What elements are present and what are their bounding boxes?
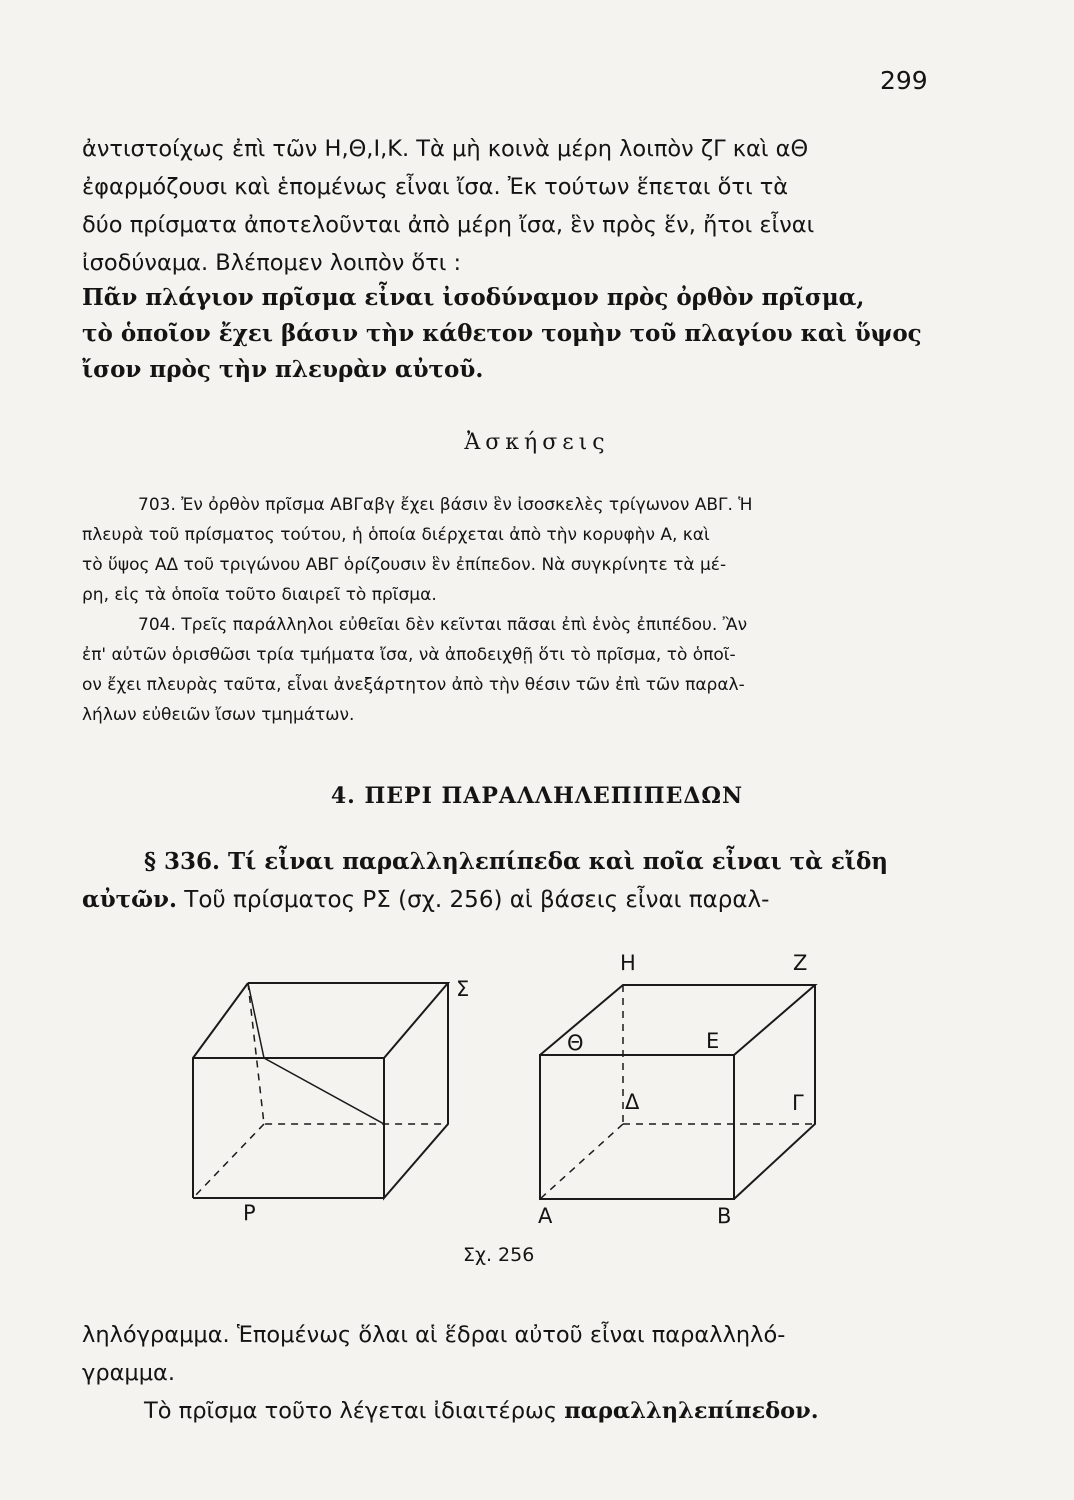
theorem-line: τὸ ὁποῖον ἔχει βάσιν τὴν κάθετον τομὴν τοῦ πλαγίου καὶ ὕψος bbox=[82, 320, 922, 347]
exercise-line: ρη, εἰς τὰ ὁποῖα τοῦτο διαιρεῖ τὸ πρῖσμα. bbox=[82, 585, 437, 605]
label-theta: Θ bbox=[567, 1031, 584, 1055]
closing-line: γραμμα. bbox=[82, 1360, 176, 1386]
oblique-section-line bbox=[248, 983, 384, 1124]
theorem-line: ἴσον πρὸς τὴν πλευρὰν αὐτοῦ. bbox=[82, 356, 484, 383]
closing-last-line bbox=[82, 1392, 928, 1430]
closing-term: παραλληλεπίπεδον. bbox=[564, 1398, 819, 1424]
figure-caption: Σχ. 256 bbox=[463, 1244, 535, 1266]
label-delta: Δ bbox=[625, 1090, 640, 1114]
oblique-top-face bbox=[193, 983, 448, 1058]
label-epsilon: Ε bbox=[706, 1029, 720, 1053]
section-title: 4. ΠΕΡΙ ΠΑΡΑΛΛΗΛΕΠΙΠΕΔΩΝ bbox=[330, 783, 744, 809]
closing-text: Τὸ πρῖσμα τοῦτο λέγεται ἰδιαιτέρως bbox=[144, 1398, 565, 1424]
label-alpha: Α bbox=[538, 1204, 553, 1228]
exercise-line: ον ἔχει πλευρὰς ταῦτα, εἶναι ἀνεξάρτητον ἀπὸ τὴν θέσιν τῶν ἐπὶ τῶν παραλ- bbox=[82, 675, 745, 695]
exercises-heading: Ἀσκήσεις bbox=[464, 430, 610, 455]
section-336-title: § 336. Τί εἶναι παραλληλεπίπεδα καὶ ποῖα εἶναι τὰ εἴδη bbox=[144, 848, 889, 875]
intro-line: ἐφαρμόζουσι καὶ ἑπομένως εἶναι ἴσα. Ἐκ τούτων ἕπεται ὅτι τὰ bbox=[82, 174, 789, 200]
closing-paragraph bbox=[82, 1316, 928, 1430]
page-number: 299 bbox=[880, 66, 928, 95]
oblique-left-edge bbox=[193, 983, 248, 1198]
label-zeta: Ζ bbox=[793, 951, 808, 975]
label-beta: Β bbox=[717, 1204, 732, 1228]
exercise-line: 703. Ἐν ὀρθὸν πρῖσμα ΑΒΓαβγ ἔχει βάσιν ἓν ἰσοσκελὲς τρίγωνον ΑΒΓ. Ἡ bbox=[138, 495, 753, 515]
exercise-line: λήλων εὐθειῶν ἴσων τμημάτων. bbox=[82, 705, 355, 725]
section-336-title-end: αὐτῶν. bbox=[82, 886, 177, 913]
theorem-line: Πᾶν πλάγιον πρῖσμα εἶναι ἰσοδύναμον πρὸς ὀρθὸν πρῖσμα, bbox=[82, 284, 865, 311]
oblique-right-faces bbox=[384, 983, 448, 1198]
label-gamma: Γ bbox=[792, 1091, 804, 1115]
section-336-text: Τοῦ πρίσματος ΡΣ (σχ. 256) αἱ βάσεις εἶναι παραλ- bbox=[177, 887, 770, 913]
label-rho: Ρ bbox=[243, 1201, 256, 1225]
exercise-line: τὸ ὕψος ΑΔ τοῦ τριγώνου ΑΒΓ ὁρίζουσιν ἓν ἐπίπεδον. Νὰ συγκρίνητε τὰ μέ- bbox=[82, 555, 727, 575]
intro-line: δύο πρίσματα ἀποτελοῦνται ἀπὸ μέρη ἴσα, ἓν πρὸς ἕν, ἤτοι εἶναι bbox=[82, 212, 815, 238]
right-front-face bbox=[540, 1055, 734, 1199]
oblique-hidden-edges bbox=[248, 983, 448, 1124]
intro-line: ἀντιστοίχως ἐπὶ τῶν Η,Θ,Ι,Κ. Τὰ μὴ κοινὰ μέρη λοιπὸν ζΓ καὶ αΘ bbox=[82, 136, 809, 162]
right-hidden-diagonal bbox=[540, 1124, 623, 1199]
right-parallelepiped bbox=[540, 985, 815, 1199]
exercise-line: ἐπ' αὐτῶν ὁρισθῶσι τρία τμήματα ἴσα, νὰ ἀποδειχθῇ ὅτι τὸ πρῖσμα, τὸ ὁποῖ- bbox=[82, 645, 736, 665]
label-sigma: Σ bbox=[456, 977, 470, 1001]
closing-line: ληλόγραμμα. Ἑπομένως ὅλαι αἱ ἕδραι αὐτοῦ εἶναι παραλληλό- bbox=[82, 1322, 786, 1348]
intro-line: ἰσοδύναμα. Βλέπομεν λοιπὸν ὅτι : bbox=[82, 250, 462, 276]
oblique-hidden-edge bbox=[193, 1124, 264, 1198]
label-eta: Η bbox=[620, 951, 636, 975]
oblique-parallelepiped bbox=[193, 983, 448, 1198]
exercise-line: 704. Τρεῖς παράλληλοι εὐθεῖαι δὲν κεῖνται πᾶσαι ἐπὶ ἑνὸς ἐπιπέδου. Ἂν bbox=[138, 615, 748, 635]
exercise-line: πλευρὰ τοῦ πρίσματος τούτου, ἡ ὁποία διέρχεται ἀπὸ τὴν κορυφὴν Α, καὶ bbox=[82, 525, 710, 545]
